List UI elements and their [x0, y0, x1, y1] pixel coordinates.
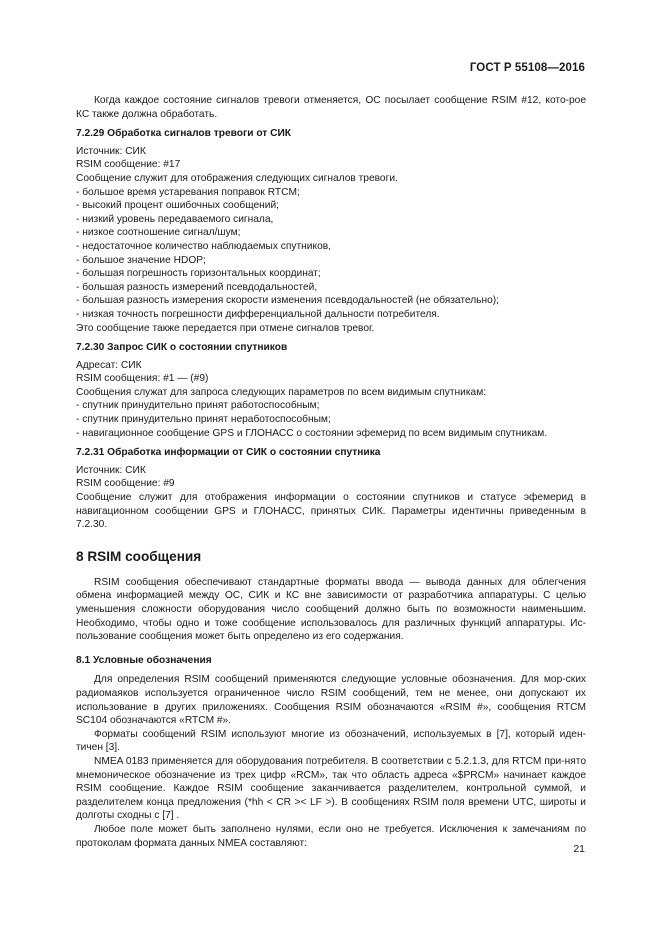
list-item: - большое значение HDOP;: [76, 254, 206, 266]
list-item: - большая разность измерений псевдодальностей,: [76, 281, 318, 293]
description: Сообщение служит для отображения следующих сигналов тревоги.: [76, 172, 398, 184]
list-item: - навигационное сообщение GPS и ГЛОНАСС о состоянии эфемерид по всем видимым спутникам.: [76, 427, 548, 439]
section-8: [76, 549, 586, 644]
description: Сообщения служат для запроса следующих параметров по всем видимым спутникам:: [76, 386, 487, 398]
message-line: RSIM сообщение: #9: [76, 478, 175, 490]
section-heading: 8 RSIM сообщения: [76, 548, 202, 564]
source-line: Источник: СИК: [76, 145, 146, 157]
list-item: - спутник принудительно принят неработоспособным;: [76, 414, 331, 426]
section-paragraph: Форматы сообщений RSIM используют многие из обозначений, используемых в [7], который иден-тичен [3].: [76, 728, 586, 754]
closing-line: Это сообщение также передается при отмене сигналов тревог.: [76, 322, 375, 334]
section-paragraph: RSIM сообщения обеспечивают стандартные форматы ввода — вывода данных для облегчения обмена информацией между ОС, СИК и КС вне зависимости от разработчика аппаратуры. С целью уменьшения сложности оборудования число сообщений должно быть по возможности наименьшим. Необходимо, чтобы одно и тоже сообщение использовалось для различных функций аппаратуры. Ис-пользование сообщения может быть определено из его содержания.: [76, 576, 586, 643]
intro-paragraph: Когда каждое состояние сигналов тревоги отменяется, ОС посылает сообщение RSIM #12, кото-рое КС также должна обработать.: [76, 95, 586, 120]
section-heading: 7.2.30 Запрос СИК о состоянии спутников: [76, 342, 288, 354]
list-item: - низкая точность погрешности дифференциальной дальности потребителя.: [76, 308, 440, 320]
document-body: [76, 94, 586, 850]
section-heading: 7.2.31 Обработка информации от СИК о состоянии спутника: [76, 447, 381, 459]
section-paragraph: Любое поле может быть заполнено нулями, если оно не требуется. Исключения к замечаниям по протоколам формата данных NMEA составляют:: [76, 823, 586, 849]
standard-header: ГОСТ Р 55108—2016: [469, 62, 585, 74]
section-7-2-30: [76, 341, 586, 440]
section-heading: 8.1 Условные обозначения: [76, 654, 212, 666]
list-item: - большая погрешность горизонтальных координат;: [76, 268, 321, 280]
message-line: RSIM сообщение: #17: [76, 159, 181, 171]
description: Сообщение служит для отображения информации о состоянии спутников и статусе эфемерид в навигационном сообщении GPS и ГЛОНАСС, принятых СИК. Параметры идентичны приведенным в 7.2.30.: [76, 492, 586, 531]
section-7-2-31: [76, 446, 586, 532]
section-7-2-29: [76, 127, 586, 335]
list-item: - недостаточное количество наблюдаемых спутников,: [76, 240, 331, 252]
section-paragraph: Для определения RSIM сообщений применяются следующие условные обозначения. Для мор-ских радиомаяков используется ограниченное число RSIM сообщений, тем не менее, они допускают их использование в других приложениях. Сообщения RSIM обозначаются «RSIM #», сообщения RTCM SC104 обозначаются «RTCM #».: [76, 674, 586, 727]
list-item: - низкий уровень передаваемого сигнала,: [76, 213, 274, 225]
addressee-line: Адресат: СИК: [76, 359, 142, 371]
section-heading: 7.2.29 Обработка сигналов тревоги от СИК: [76, 128, 292, 140]
section-paragraph: NMEA 0183 применяется для оборудования потребителя. В соответствии с 5.2.1.3, для RTCM при-нято мнемоническое обозначение из трех цифр «RCM», так что область адреса «$PRCM» начинает каждое RSIM сообщение. Каждое RSIM сообщение заканчивается разделителем, контрольной суммой, и разделителем конца предложения (*hh < CR >< LF >). В сообщениях RSIM поля времени UTC, широты и долготы сходны с [7] .: [76, 755, 586, 822]
source-line: Источник: СИК: [76, 464, 146, 476]
list-item: - спутник принудительно принят работоспособным;: [76, 400, 320, 412]
message-line: RSIM сообщения: #1 — (#9): [76, 373, 209, 385]
list-item: - низкое соотношение сигнал/шум;: [76, 227, 241, 239]
list-item: - большое время устаревания поправок RTCM;: [76, 186, 300, 198]
list-item: - высокий процент ошибочных сообщений;: [76, 200, 279, 212]
section-8-1: [76, 654, 586, 850]
list-item: - большая разность измерения скорости изменения псевдодальностей (не обязательно);: [76, 295, 499, 307]
page-number: 21: [573, 843, 585, 855]
